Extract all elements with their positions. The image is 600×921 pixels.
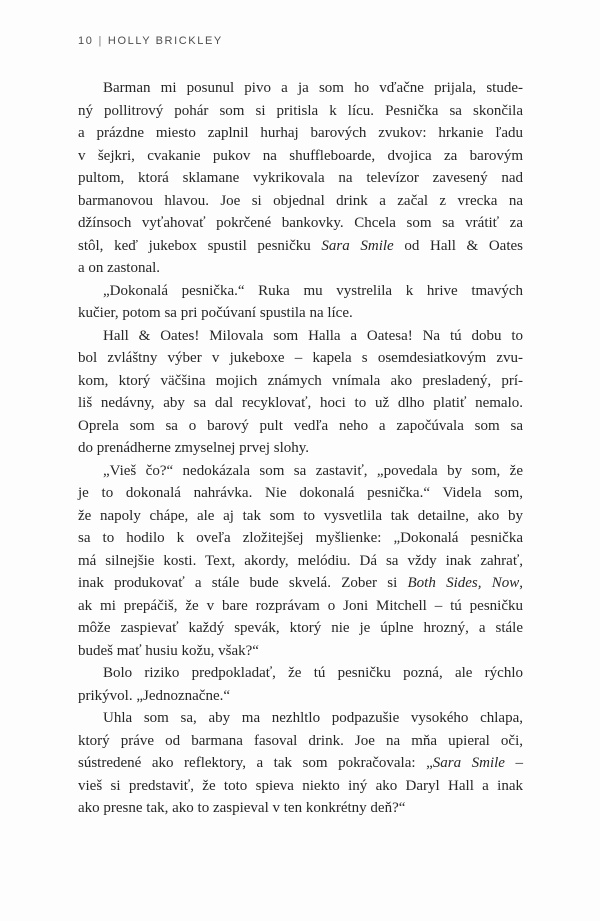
text-line: ako presne tak, ako to zaspieval v ten konkrétny deň?“ [78,800,406,816]
text-line: kom, ktorý väčšina mojich známych vnímala ako presladený, prí- [78,372,523,389]
text-line: ktorý práve od barmana fasoval drink. Joe na mňa upieral oči, [78,732,523,749]
text-line: vieš si predstaviť, že toto spieva niekto iný ako Daryl Hall a inak [78,777,523,794]
text-line: prikývol. „Jednoznačne.“ [78,687,231,704]
text-line: môže zaspievať každý spevák, ktorý nie je úplne hrozný, a stále [78,620,523,636]
text-line: džínsoch vyťahovať pokrčené bankovky. Chcela som sa vrátiť za [78,215,523,231]
text-line: Oprela som sa o barový pult vedľa neho a započúvala som sa [78,417,523,434]
paragraph [78,662,523,707]
text-line: do prenádherne zmyselnej prvej slohy. [78,440,310,456]
text-line: sa to hodilo k oveľa zložitejšej myšlienke: „Dokonalá pesnička [78,530,523,546]
text-line: Hall & Oates! Milovala som Halla a Oatesa! Na tú dobu to [103,327,523,344]
text-line: budeš mať husiu kožu, však?“ [78,642,259,659]
text-line: má silnejšie kosti. Text, akordy, melódiu. Dá sa vždy inak zahrať, [78,552,523,569]
book-text [78,77,523,820]
author-name: HOLLY BRICKLEY [107,35,223,47]
text-line: kučier, potom sa pri počúvaní spustila na líce. [78,305,353,321]
text-line: „Dokonalá pesnička.“ Ruka mu vystrelila k hrive tmavých [103,282,523,299]
text-line: je to dokonalá nahrávka. Nie dokonalá pesnička.“ Videla som, [78,485,523,501]
header-separator: | [98,35,103,47]
text-line: a on zastonal. [78,260,161,276]
text-line: stôl, keď jukebox spustil pesničku Sara Smile od Hall & Oates [78,237,523,254]
text-line: pultom, ktorá sklamane vykrikovala na televízor zavesený nad [78,170,523,186]
text-line: že napoly chápe, ale aj tak som to vysvetlila tak detailne, ako by [78,507,523,524]
text-line: bol zvláštny výber v jukeboxe – kapela s osemdesiatkovým zvu- [78,350,523,366]
text-line: v šejkri, cvakanie pukov na shuffleboarde, dvojica za barovým [78,147,523,164]
text-line: liš nedávny, aby sa dal recyklovať, hoci to už dlho platiť nemalo. [78,395,523,411]
text-line: a prázdne miesto zaplnil hurhaj barových zvukov: hrkanie ľadu [78,125,523,141]
italic-text: Sara Smile [432,755,505,771]
text-line: barmanovou hlavou. Joe si objednal drink a začal z vrecka na [78,192,523,209]
text-line: Uhla som sa, aby ma nezhltlo podpazušie vysokého chlapa, [103,710,523,726]
italic-text: Both Sides, Now [407,575,520,591]
page-number: 10 [78,35,94,47]
text-line: ak mi prepáčiš, že v bare rozprávam o Joni Mitchell – tú pesničku [78,597,523,614]
paragraph [78,77,523,280]
paragraph [78,325,523,460]
running-header [78,35,223,47]
paragraph [78,707,523,820]
italic-text: Sara Smile [321,237,394,254]
paragraph [78,280,523,325]
paragraph [78,460,523,663]
text-line: „Vieš čo?“ nedokázala som sa zastaviť, „povedala by som, že [103,462,523,479]
text-line: inak produkovať a stále bude skvelá. Zober si Both Sides, Now, [78,575,523,591]
text-line: Bolo riziko predpokladať, že tú pesničku pozná, ale rýchlo [103,665,523,681]
text-line: sústredené ako reflektory, a tak som pokračovala: „Sara Smile – [78,755,523,771]
text-line: Barman mi posunul pivo a ja som ho vďačne prijala, stude- [103,80,523,96]
text-line: ný pollitrový pohár som si pritisla k lícu. Pesnička sa skončila [78,102,523,119]
